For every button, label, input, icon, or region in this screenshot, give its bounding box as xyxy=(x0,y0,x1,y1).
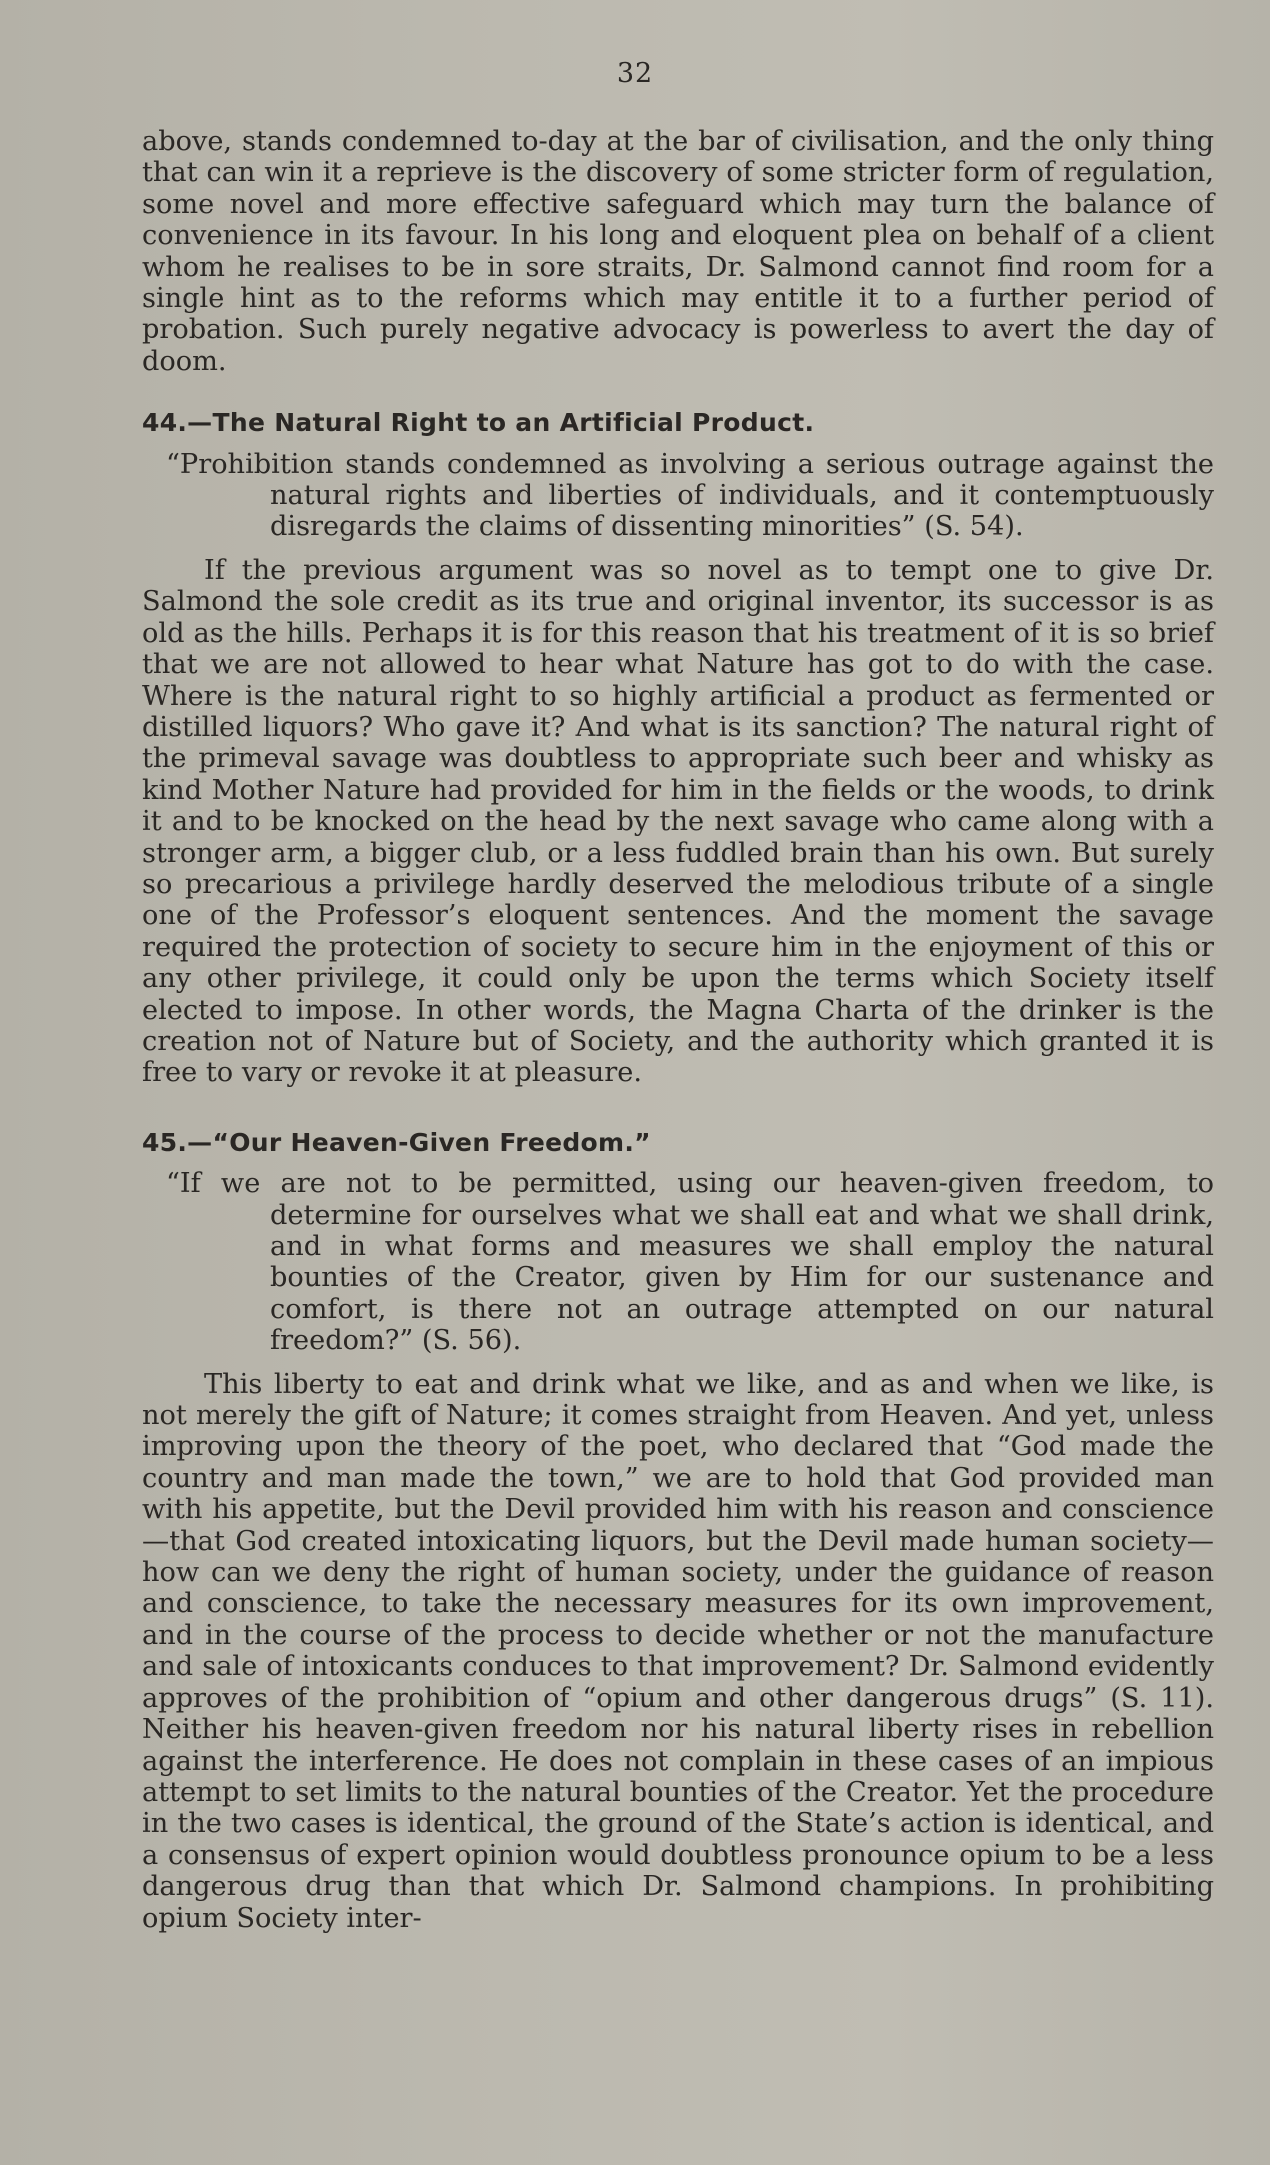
page-number: 32 xyxy=(616,58,654,89)
section-44-heading: 44.—The Natural Right to an Artificial Product. xyxy=(142,408,815,438)
section-45-heading: 45.—“Our Heaven-Given Freedom.” xyxy=(142,1127,651,1157)
intro-paragraph: above, stands condemned to-day at the bar of civilisation, and the only thing that can win it a reprieve is the discovery of some stricter form of regulation, some novel and more effective safeguard which may turn the balance of convenience in its favour. In his long and eloquent plea on behalf of a client whom he realises to be in sore straits, Dr. Salmond cannot find room for a single hint as to the reforms which may entitle it to a further period of probation. Such purely negative advocacy is powerless to avert the day of doom. xyxy=(142,126,1214,377)
section-45-paragraph: This liberty to eat and drink what we like, and as and when we like, is not merely the gift of Nature; it comes straight from Heaven. And yet, unless improving upon the theory of the poet, who declared that “God made the country and man made the town,” we are to hold that God provided man with his appetite, but the Devil provided him with his reason and conscience—that God created intoxicating liquors, but the Devil made human society—how can we deny the right of human society, under the guidance of reason and conscience, to take the necessary measures for its own improvement, and in the course of the process to decide whether or not the manufacture and sale of intoxicants conduces to that improvement? Dr. Salmond evidently approves of the prohibition of “opium and other dangerous drugs” (S. 11). Neither his heaven-given freedom nor his natural liberty rises in rebellion against the interference. He does not complain in these cases of an impious attempt to set limits to the natural bounties of the Creator. Yet the procedure in the two cases is identical, the ground of the State’s action is identical, and a consensus of expert opinion would doubtless pronounce opium to be a less dangerous drug than that which Dr. Salmond champions. In prohibiting opium Society inter- xyxy=(142,1368,1214,1934)
section-44-paragraph: If the previous argument was so novel as to tempt one to give Dr. Salmond the sole credit as its true and original inventor, its successor is as old as the hills. Perhaps it is for this reason that his treatment of it is so brief that we are not allowed to hear what Nature has got to do with the case. Where is the natural right to so highly artificial a product as fermented or distilled liquors? Who gave it? And what is its sanction? The natural right of the primeval savage was doubtless to appropriate such beer and whisky as kind Mother Nature had provided for him in the fields or the woods, to drink it and to be knocked on the head by the next savage who came along with a stronger arm, a bigger club, or a less fuddled brain than his own. But surely so precarious a privilege hardly deserved the melodious tribute of a single one of the Professor’s eloquent sentences. And the moment the savage required the protection of society to secure him in the enjoyment of this or any other privilege, it could only be upon the terms which Society itself elected to impose. In other words, the Magna Charta of the drinker is the creation not of Nature but of Society, and the authority which granted it is free to vary or revoke it at pleasure. xyxy=(142,554,1214,1089)
page-body xyxy=(142,126,1214,1934)
section-45-quote: “If we are not to be permitted, using our heaven-given freedom, to determine for ourselves what we shall eat and what we shall drink, and in what forms and measures we shall employ the natural bounties of the Creator, given by Him for our sustenance and comfort, is there not an outrage attempted on our natural freedom?” (S. 56). xyxy=(166,1168,1214,1357)
section-44-quote: “Prohibition stands condemned as involving a serious outrage against the natural rights and liberties of individuals, and it contemptuously disregards the claims of dissenting minorities” (S. 54). xyxy=(166,448,1214,543)
